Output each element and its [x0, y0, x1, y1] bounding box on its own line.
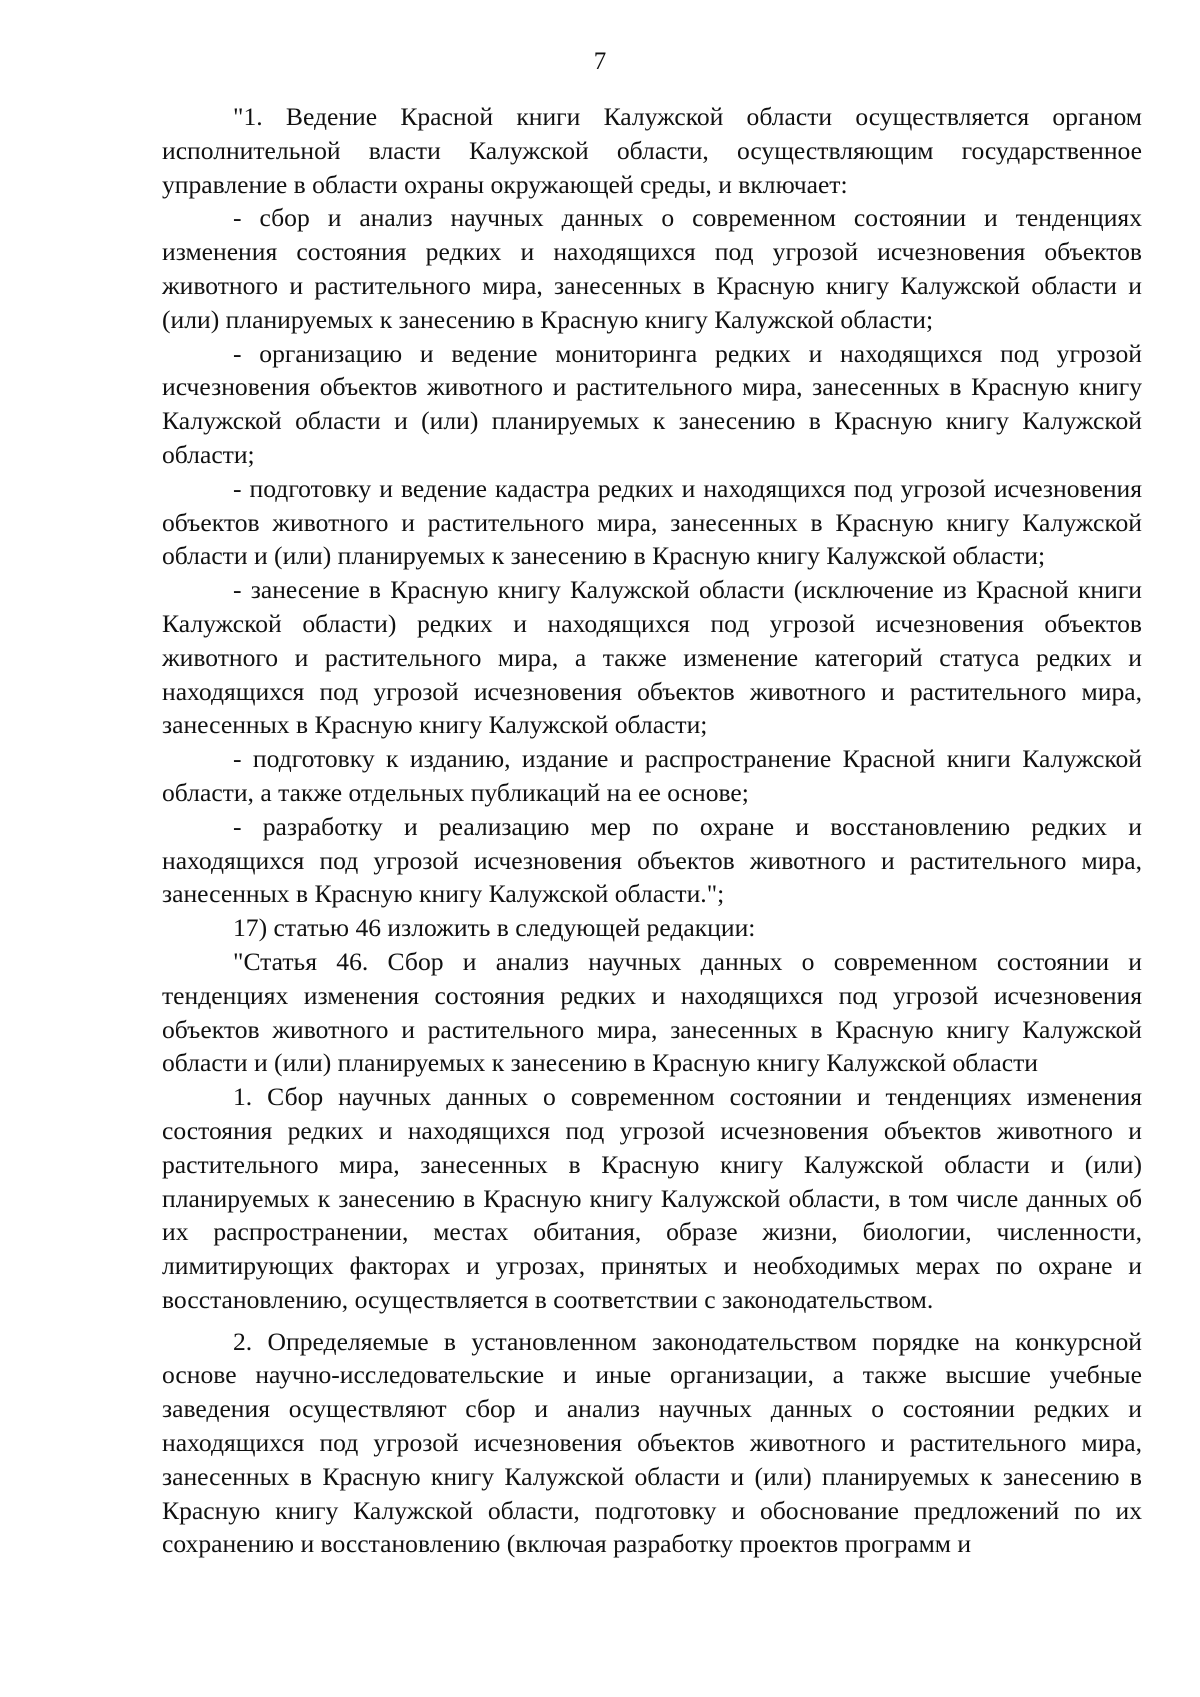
paragraph: 1. Сбор научных данных о современном состоянии и тенденциях изменения состояния редких и находящихся под угрозой исчезновения объектов животного и растительного мира, занесенных в Красную книгу Калужской области и (или) планируемых к занесению в Красную книгу Калужской области, в том числе данных об их распространении, местах обитания, образе жизни, биологии, численности, лимитирующих факторах и угрозах, принятых и необходимых мерах по охране и восстановлению, осуществляется в соответствии с законодательством.: [162, 1082, 1142, 1314]
paragraph: 17) статью 46 изложить в следующей редакции:: [233, 913, 756, 943]
page-number: 7: [593, 48, 607, 75]
document-body: [162, 100, 1142, 1561]
paragraph: - подготовку и ведение кадастра редких и находящихся под угрозой исчезновения объектов животного и растительного мира, занесенных в Красную книгу Калужской области и (или) планируемых к занесению в Красную книгу Калужской области;: [162, 473, 1142, 571]
paragraph: - подготовку к изданию, издание и распространение Красной книги Калужской области, а также отдельных публикаций на ее основе;: [162, 744, 1142, 807]
paragraph: - сбор и анализ научных данных о современном состоянии и тенденциях изменения состояния редких и находящихся под угрозой исчезновения объектов животного и растительного мира, занесенных в Красную книгу Калужской области и (или) планируемых к занесению в Красную книгу Калужской области;: [162, 203, 1142, 334]
article-heading: "Статья 46. Сбор и анализ научных данных о современном состоянии и тенденциях изменения состояния редких и находящихся под угрозой исчезновения объектов животного и растительного мира, занесенных в Красную книгу Калужской области и (или) планируемых к занесению в Красную книгу Калужской области: [162, 946, 1142, 1078]
paragraph: - организацию и ведение мониторинга редких и находящихся под угрозой исчезновения объектов животного и растительного мира, занесенных в Красную книгу Калужской области и (или) планируемых к занесению в Красную книгу Калужской области;: [162, 338, 1142, 469]
paragraph: - занесение в Красную книгу Калужской области (исключение из Красной книги Калужской области) редких и находящихся под угрозой исчезновения объектов животного и растительного мира, а также изменение категорий статуса редких и находящихся под угрозой исчезновения объектов животного и растительного мира, занесенных в Красную книгу Калужской области;: [162, 575, 1142, 740]
paragraph: - разработку и реализацию мер по охране и восстановлению редких и находящихся под угрозой исчезновения объектов животного и растительного мира, занесенных в Красную книгу Калужской области.";: [162, 811, 1142, 909]
paragraph: 2. Определяемые в установленном законодательством порядке на конкурсной основе научно-исследовательские и иные организации, а также высшие учебные заведения осуществляют сбор и анализ научных данных о состоянии редких и находящихся под угрозой исчезновения объектов животного и растительного мира, занесенных в Красную книгу Калужской области и (или) планируемых к занесению в Красную книгу Калужской области, подготовку и обоснование предложений по их сохранению и восстановлению (включая разработку проектов программ и: [162, 1326, 1142, 1559]
paragraph: "1. Ведение Красной книги Калужской области осуществляется органом исполнительной власти Калужской области, осуществляющим государственное управление в области охраны окружающей среды, и включает:: [162, 102, 1142, 199]
